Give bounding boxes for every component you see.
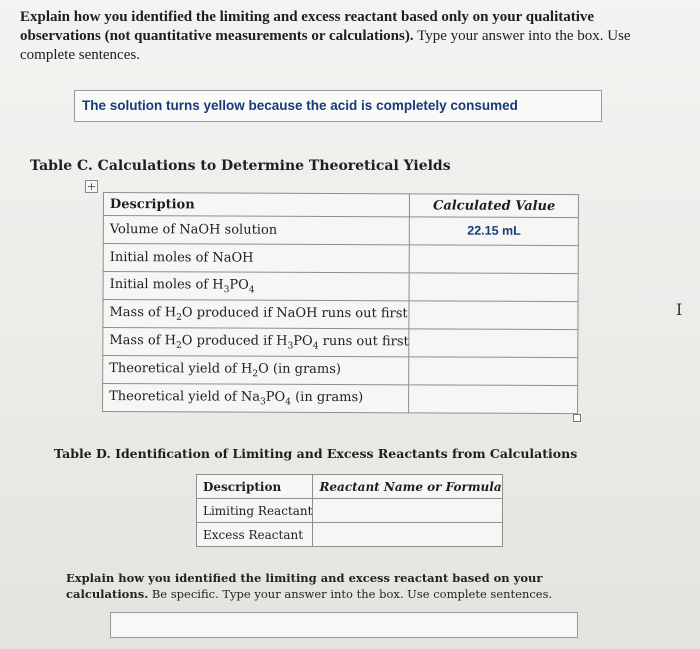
table-cell-description	[103, 328, 410, 357]
row-label-moles-naoh: Initial moles of NaOH	[109, 250, 254, 266]
table-d-header-description: Description	[197, 475, 313, 499]
row-label-yield-na3po4: Theoretical yield of $Na_3PO_4$ (in grams)	[109, 388, 364, 408]
table-cell-value[interactable]	[409, 301, 578, 330]
row-label-mass-h2o-h3po4: Mass of $H_2O$ produced if $H_3PO_4$ runs out first	[109, 332, 409, 352]
table-cell-description	[103, 216, 410, 245]
table-cell-value[interactable]	[409, 273, 578, 302]
table-c-header-row	[103, 193, 578, 218]
question-1	[20, 8, 670, 65]
table-row	[103, 356, 578, 386]
row-label-volume-naoh: Volume of NaOH solution	[109, 222, 278, 238]
table-row	[103, 328, 578, 358]
row-label-mass-h2o-naoh: Mass of $H_2O$ produced if NaOH runs out first	[109, 304, 408, 323]
table-row	[197, 523, 503, 547]
table-cell-value[interactable]	[409, 329, 578, 358]
text-cursor-icon: I	[676, 300, 683, 319]
answer-1-text: The solution turns yellow because the acid is completely consumed	[82, 98, 518, 113]
table-cell-description	[103, 384, 410, 413]
table-cell-description	[103, 272, 410, 301]
row-label-excess: Excess Reactant	[197, 523, 313, 547]
question-2-rest: Be specific. Type your answer into the box. Use complete sentences.	[148, 587, 553, 601]
row-value-volume-naoh: 22.15 mL	[467, 223, 521, 238]
row-label-yield-h2o: Theoretical yield of $H_2O$ (in grams)	[109, 360, 342, 379]
question-2-bold: Explain how you identified the limiting and excess reactant based on your calculations.	[66, 571, 543, 601]
question-1-rest: Type your answer into the box. Use complete sentences.	[20, 28, 631, 63]
table-row	[103, 216, 578, 246]
table-row	[103, 384, 578, 414]
table-row	[103, 300, 578, 330]
table-cell-description	[103, 244, 410, 273]
table-row	[103, 244, 578, 274]
row-value-limiting[interactable]	[313, 499, 502, 523]
table-cell-value[interactable]	[410, 245, 579, 274]
table-c-title: Table C. Calculations to Determine Theoretical Yields	[30, 158, 451, 174]
table-c-header-value: Calculated Value	[410, 194, 579, 218]
answer-1-textbox[interactable]	[74, 90, 602, 122]
table-row	[103, 272, 578, 302]
move-plus-icon[interactable]: +	[86, 180, 97, 193]
table-d	[196, 474, 503, 547]
question-2	[66, 570, 626, 602]
table-cell-description	[103, 300, 410, 329]
table-cell-value[interactable]	[409, 385, 578, 414]
table-d-header-row	[197, 475, 503, 499]
table-c	[102, 192, 579, 414]
table-c-header-description: Description	[103, 193, 410, 217]
table-row	[197, 499, 503, 523]
table-cell-description	[103, 356, 410, 385]
row-label-moles-h3po4: Initial moles of $H_3PO_4$	[109, 276, 255, 295]
table-cell-value[interactable]	[409, 357, 578, 386]
table-d-header-value: Reactant Name or Formula	[313, 475, 502, 499]
row-label-limiting: Limiting Reactant	[197, 499, 313, 523]
answer-2-textbox[interactable]	[110, 612, 578, 638]
table-resize-handle[interactable]	[573, 414, 581, 422]
table-d-title: Table D. Identification of Limiting and Excess Reactants from Calculations	[54, 446, 578, 461]
question-1-bold: Explain how you identified the limiting and excess reactant based only on your qualitative observations (not quantitative measurements or calculations).	[20, 9, 595, 44]
row-value-excess[interactable]	[313, 523, 502, 547]
table-cell-value[interactable]	[410, 217, 579, 246]
